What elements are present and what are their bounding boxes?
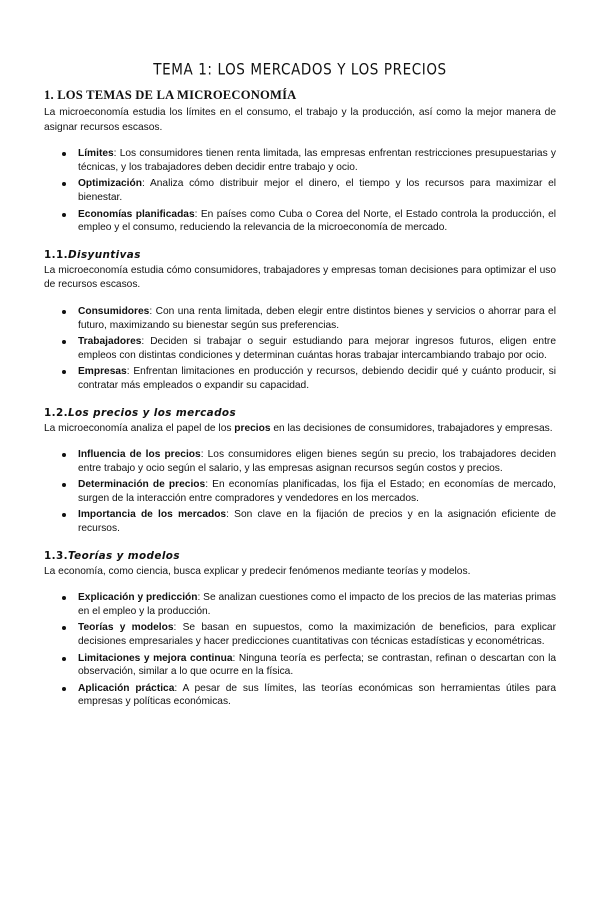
section-number: 1.2. — [44, 406, 68, 419]
section-1-1-heading — [44, 249, 556, 261]
list-item-term: Explicación y predicción — [78, 592, 198, 604]
intro-text: La microeconomía analiza el papel de los — [44, 422, 235, 434]
section-1-list — [44, 147, 556, 235]
list-item-term: Optimización — [78, 178, 142, 190]
list-item — [78, 305, 556, 332]
list-item-text: : Los consumidores tienen renta limitada, las empresas enfrentan restricciones presupuestarias y técnicas, y los trabajadores deben decidir entre trabajo y ocio. — [78, 148, 556, 173]
section-1-3-list — [44, 591, 556, 709]
list-item-term: Empresas — [78, 366, 127, 378]
list-item — [78, 591, 556, 618]
section-1-heading: 1. LOS TEMAS DE LA MICROECONOMÍA — [44, 88, 297, 102]
list-item — [78, 177, 556, 204]
list-item — [78, 147, 556, 174]
list-item-text: : En economías planificadas, los fija el Estado; en economías de mercado, surgen de la interacción entre compradores y vendedores en los mercados. — [78, 479, 556, 504]
list-item-term: Aplicación práctica — [78, 682, 175, 694]
section-number: 1.1. — [44, 248, 68, 261]
list-item-text: : Analiza cómo distribuir mejor el dinero, el tiempo y los recursos para maximizar el bienestar. — [78, 178, 556, 203]
list-item-text: : Los consumidores eligen bienes según su precio, los trabajadores deciden entre trabajo y ocio según el salario, y las empresas asignan recursos según costos y precios. — [78, 449, 557, 474]
list-item — [78, 621, 556, 648]
list-item-term: Importancia de los mercados — [78, 509, 227, 521]
list-item-term: Trabajadores — [78, 336, 142, 348]
section-1-3-intro: La economía, como ciencia, busca explicar y predecir fenómenos mediante teorías y modelos. — [44, 565, 471, 577]
list-item — [78, 208, 556, 235]
list-item-text: : Enfrentan limitaciones en producción y recursos, debiendo decidir qué y cuánto producir, si contratar más empleados o expandir su capacidad. — [78, 366, 556, 391]
document-page — [0, 62, 600, 910]
list-item-text: : A pesar de sus límites, las teorías económicas son herramientas útiles para empresas y políticas económicas. — [78, 682, 556, 708]
section-1-3-heading — [44, 550, 556, 562]
list-item-text: : Se basan en supuestos, como la maximización de beneficios, para explicar decisiones empresariales y hacer predicciones cuantitativas con técnicas estadísticas y econométricas. — [78, 622, 556, 648]
list-item — [78, 682, 556, 709]
section-label: Disyuntivas — [67, 248, 141, 261]
list-item-term: Economías planificadas — [78, 208, 195, 220]
page-title: TEMA 1: LOS MERCADOS Y LOS PRECIOS — [153, 60, 447, 80]
section-1-2-list — [44, 448, 556, 536]
section-label: Teorías y modelos — [67, 549, 180, 562]
list-item-text: : Se analizan cuestiones como el impacto de los precios de las materias primas en el empleo y la producción. — [78, 592, 556, 617]
list-item-text: : Ninguna teoría es perfecta; se contrastan, refinan o descartan con la observación, similar a lo que ocurre en la física. — [78, 652, 557, 678]
list-item-text: : Deciden si trabajar o seguir estudiando para mejorar ingresos futuros, eligen entre empleos con distintas condiciones y determinan cuántas horas trabajar intercambiando trabajo por ocio. — [78, 336, 556, 361]
section-1-1-intro: La microeconomía estudia cómo consumidores, trabajadores y empresas toman decisiones para optimizar el uso de recursos escasos. — [44, 264, 556, 291]
list-item-text: : Son clave en la fijación de precios y en la asignación eficiente de recursos. — [78, 509, 556, 535]
list-item — [78, 365, 556, 392]
list-item-term: Limitaciones y mejora continua — [78, 652, 233, 664]
section-number: 1.3. — [44, 549, 68, 562]
list-item-text: : Con una renta limitada, deben elegir entre distintos bienes y servicios o ahorrar para el futuro, maximizando su bienestar según sus preferencias. — [78, 305, 556, 331]
list-item — [78, 335, 556, 362]
list-item-term: Influencia de los precios — [78, 449, 201, 461]
list-item — [78, 478, 556, 505]
intro-bold-text: precios — [234, 422, 271, 434]
intro-text: en las decisiones de consumidores, trabajadores y empresas. — [270, 422, 553, 434]
section-1-2-intro — [44, 422, 556, 437]
list-item — [78, 508, 556, 535]
list-item-term: Límites — [78, 148, 114, 160]
list-item-text: : En países como Cuba o Corea del Norte, el Estado controla la producción, el empleo y el consumo, reduciendo la relevancia de la microeconomía de mercado. — [78, 208, 556, 234]
section-1-intro: La microeconomía estudia los límites en el consumo, el trabajo y la producción, así como la mejor manera de asignar recursos escasos. — [44, 107, 556, 133]
list-item-term: Determinación de precios — [78, 479, 206, 491]
list-item — [78, 652, 556, 679]
section-1-2-heading — [44, 407, 556, 419]
section-1-1-list — [44, 305, 556, 393]
section-label: Los precios y los mercados — [67, 406, 237, 419]
list-item-term: Consumidores — [78, 305, 150, 317]
list-item — [78, 448, 556, 475]
list-item-term: Teorías y modelos — [78, 622, 174, 634]
